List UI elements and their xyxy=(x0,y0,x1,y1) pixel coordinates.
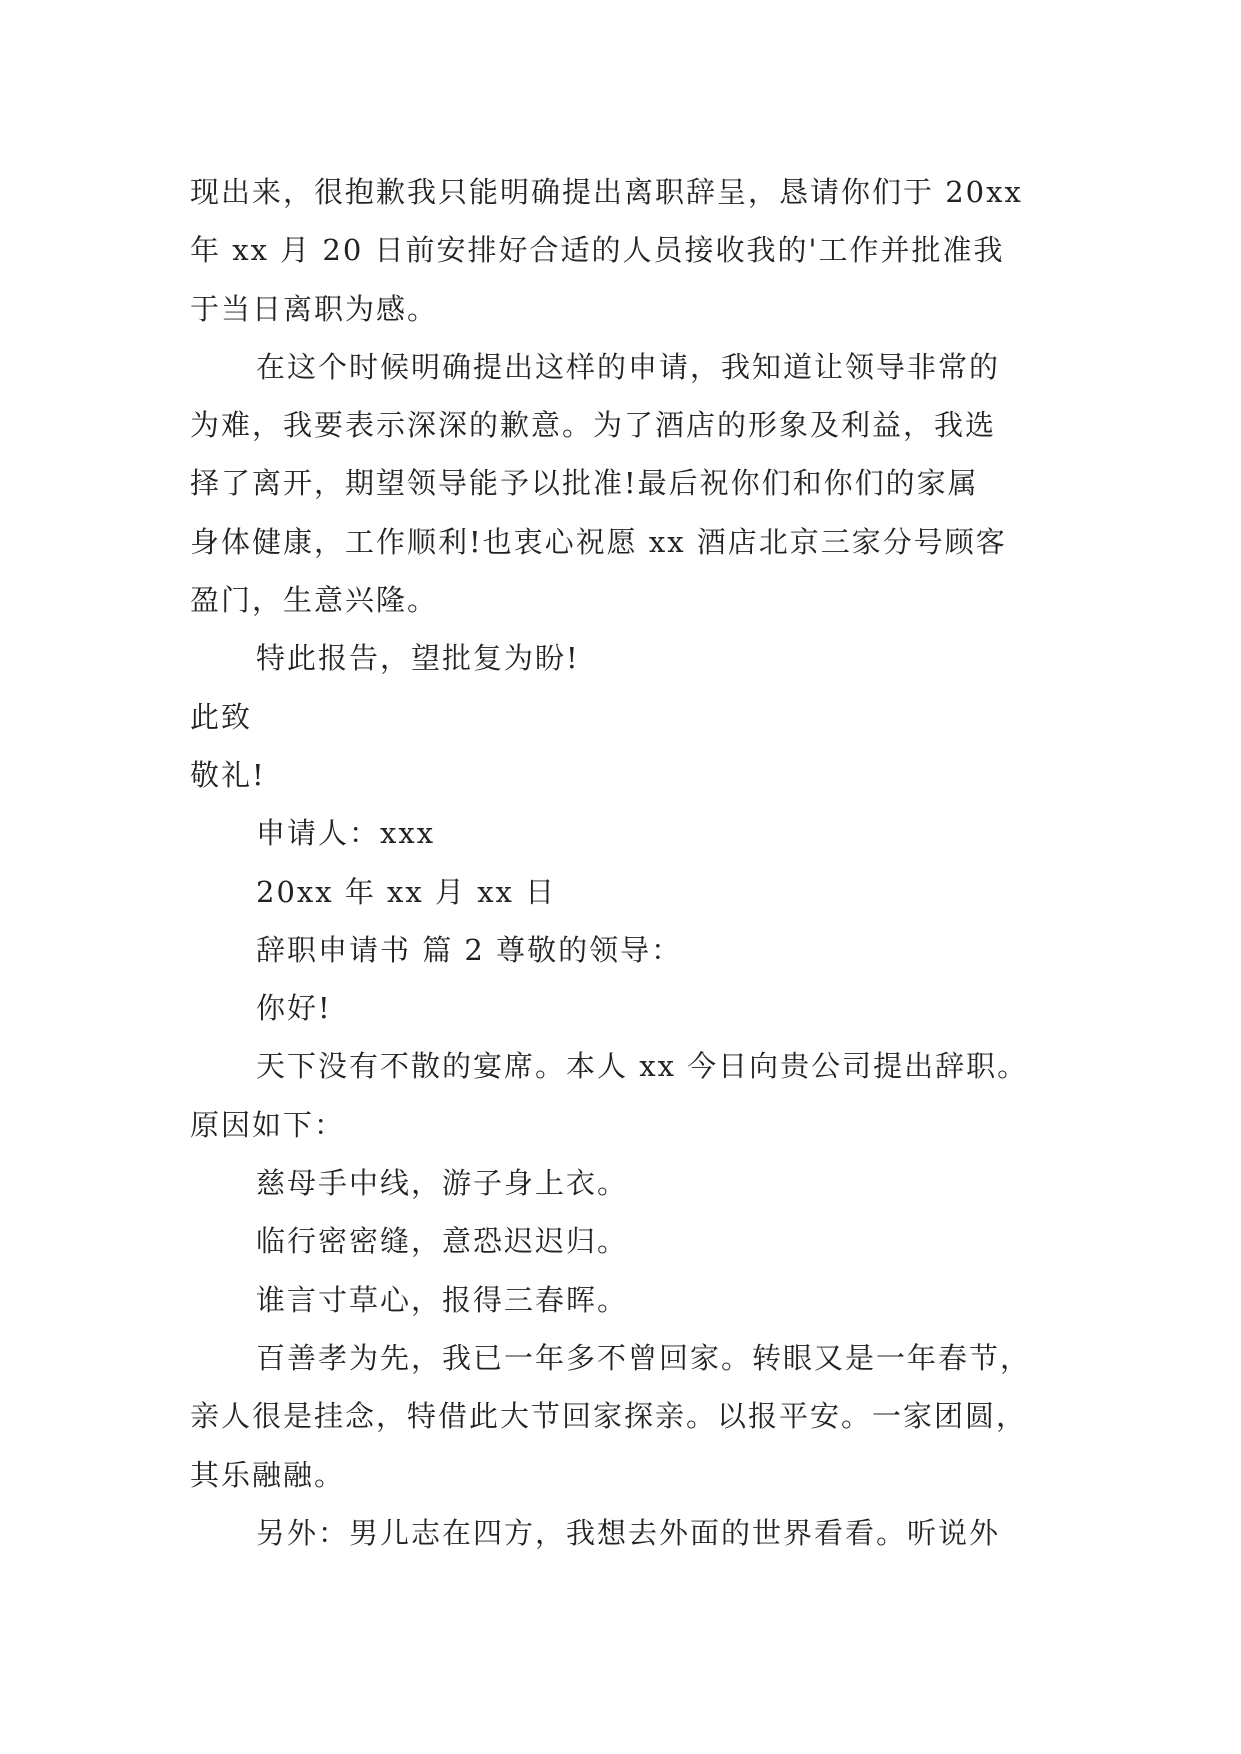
text-line: 盈门，生意兴隆。 xyxy=(190,583,439,618)
text-line: 择了离开，期望领导能予以批准!最后祝你们和你们的家属 xyxy=(190,466,979,501)
text-line: 特此报告，望批复为盼! xyxy=(256,641,580,676)
text-line: 亲人很是挂念，特借此大节回家探亲。以报平安。一家团圆， xyxy=(190,1399,1028,1434)
text-line: 百善孝为先，我已一年多不曾回家。转眼又是一年春节， xyxy=(256,1340,1032,1375)
text-line: 慈母手中线，游子身上衣。 xyxy=(256,1166,629,1201)
text-line: 临行密密缝，意恐迟迟归。 xyxy=(256,1224,629,1259)
text-line: 为难，我要表示深深的歉意。为了酒店的形象及利益，我选 xyxy=(190,408,997,443)
text-line: 天下没有不散的宴席。本人 xx 今日向贵公司提出辞职。 xyxy=(256,1049,1029,1084)
text-line: 身体健康，工作顺利!也衷心祝愿 xx 酒店北京三家分号顾客 xyxy=(190,524,1007,559)
text-line: 此致 xyxy=(190,699,253,734)
text-line: 现出来，很抱歉我只能明确提出离职辞呈，恳请你们于 20xx xyxy=(190,175,1023,209)
text-line: 在这个时候明确提出这样的申请，我知道让领导非常的 xyxy=(256,349,1001,384)
text-line: 你好! xyxy=(256,991,332,1026)
text-line: 原因如下： xyxy=(190,1107,346,1142)
document-body xyxy=(190,163,1050,1562)
text-line: 辞职申请书 篇 2 尊敬的领导： xyxy=(256,932,683,967)
text-line: 其乐融融。 xyxy=(190,1457,346,1492)
text-line: 年 xx 月 20 日前安排好合适的人员接收我的'工作并批准我 xyxy=(190,233,1005,268)
text-line: 敬礼! xyxy=(190,757,266,792)
text-line: 谁言寸草心，报得三春晖。 xyxy=(256,1282,629,1317)
text-line: 申请人：xxx xyxy=(256,816,436,851)
text-line: 于当日离职为感。 xyxy=(190,291,439,326)
text-line: 20xx 年 xx 月 xx 日 xyxy=(256,874,557,909)
text-line: 另外：男儿志在四方，我想去外面的世界看看。听说外 xyxy=(256,1515,1001,1550)
